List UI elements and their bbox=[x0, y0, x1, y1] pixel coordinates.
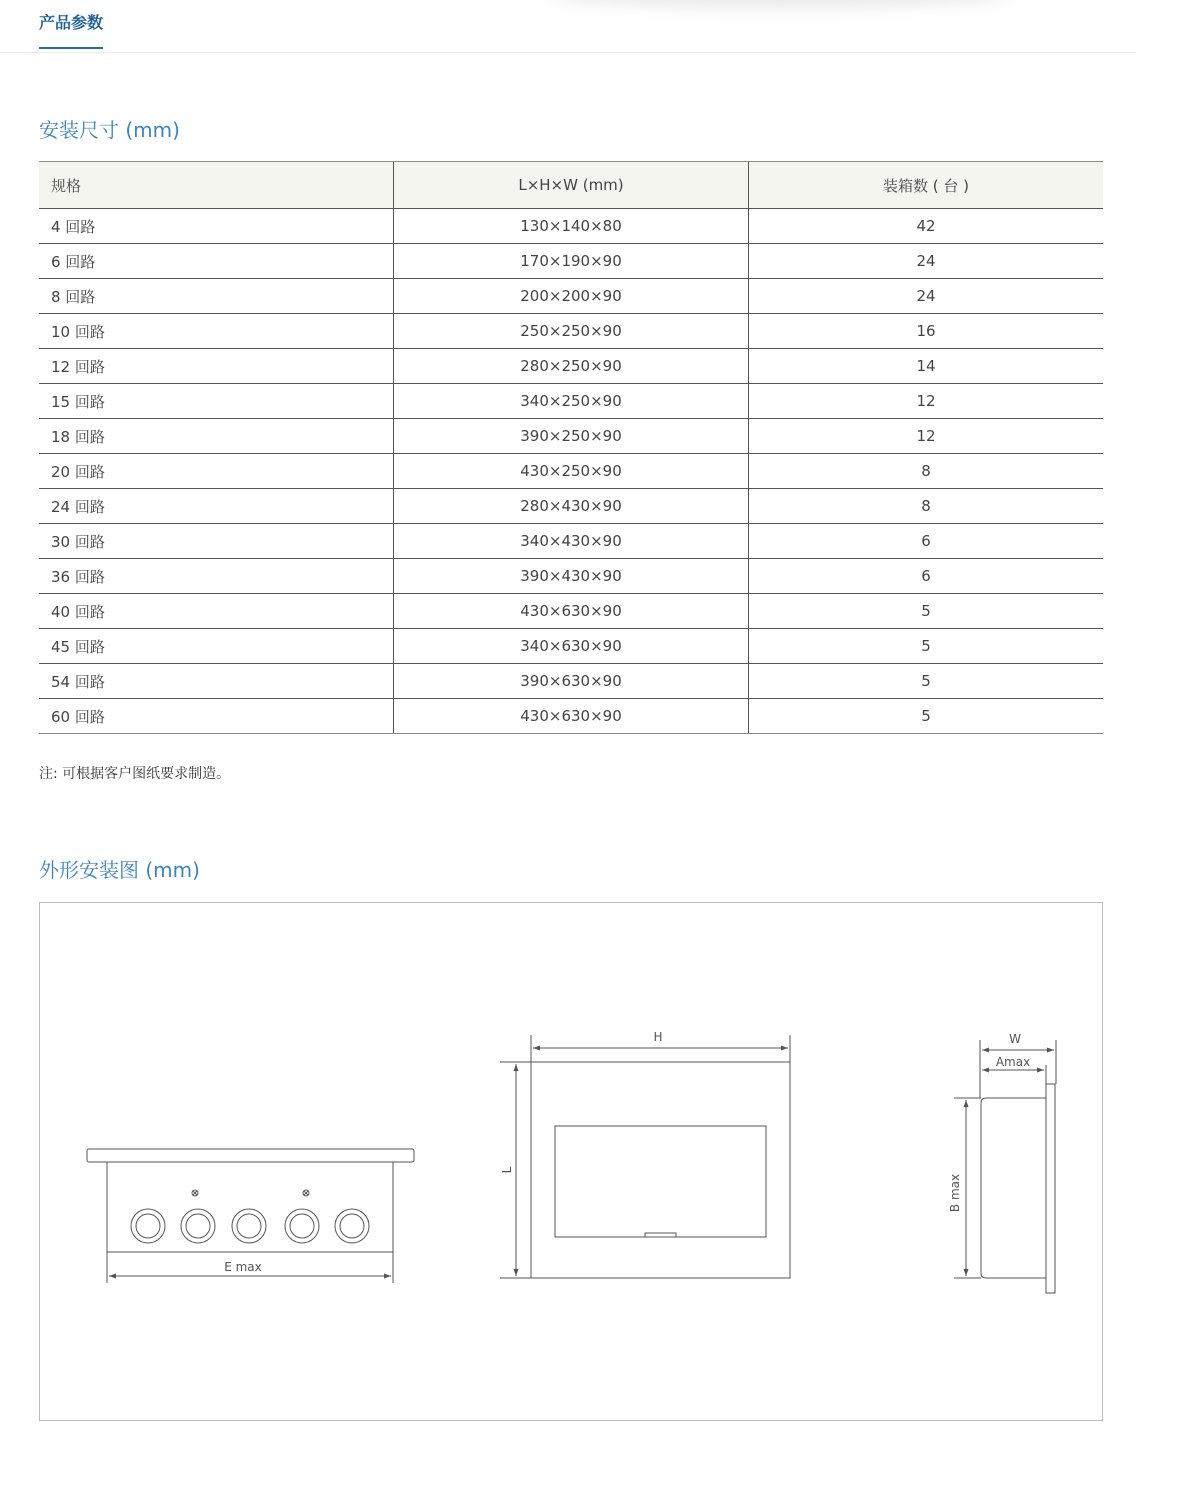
spec-table bbox=[39, 161, 1103, 734]
cell-spec: 20 回路 bbox=[39, 454, 394, 489]
tab-product-params[interactable]: 产品参数 bbox=[39, 10, 103, 49]
label-a-max: Amax bbox=[995, 1055, 1031, 1069]
cell-pack-qty: 5 bbox=[749, 699, 1104, 734]
cell-spec: 45 回路 bbox=[39, 629, 394, 664]
cell-spec: 6 回路 bbox=[39, 244, 394, 279]
table-row bbox=[39, 349, 1103, 384]
cell-pack-qty: 24 bbox=[749, 279, 1104, 314]
table-row bbox=[39, 489, 1103, 524]
table-row bbox=[39, 384, 1103, 419]
label-b-max: B max bbox=[948, 1173, 962, 1213]
cell-dimension: 340×430×90 bbox=[394, 524, 749, 559]
table-row bbox=[39, 314, 1103, 349]
cell-spec: 24 回路 bbox=[39, 489, 394, 524]
outline-drawing bbox=[40, 903, 1102, 1420]
cell-dimension: 390×430×90 bbox=[394, 559, 749, 594]
cell-dimension: 390×250×90 bbox=[394, 419, 749, 454]
table-row bbox=[39, 524, 1103, 559]
install-size-title: 安装尺寸 (mm) bbox=[39, 118, 180, 142]
label-e-max: E max bbox=[224, 1260, 262, 1274]
col-pack-qty-header: 装箱数 ( 台 ) bbox=[749, 162, 1104, 209]
cell-spec: 30 回路 bbox=[39, 524, 394, 559]
cell-spec: 54 回路 bbox=[39, 664, 394, 699]
cell-pack-qty: 24 bbox=[749, 244, 1104, 279]
cell-dimension: 280×250×90 bbox=[394, 349, 749, 384]
cell-pack-qty: 8 bbox=[749, 454, 1104, 489]
label-l: L bbox=[500, 1166, 514, 1174]
cell-spec: 40 回路 bbox=[39, 594, 394, 629]
cell-pack-qty: 16 bbox=[749, 314, 1104, 349]
table-row bbox=[39, 454, 1103, 489]
cell-spec: 4 回路 bbox=[39, 209, 394, 244]
cell-dimension: 170×190×90 bbox=[394, 244, 749, 279]
outline-drawing-title: 外形安装图 (mm) bbox=[39, 858, 200, 882]
cell-dimension: 200×200×90 bbox=[394, 279, 749, 314]
cell-pack-qty: 5 bbox=[749, 629, 1104, 664]
label-w: W bbox=[1009, 1032, 1021, 1046]
col-spec-header: 规格 bbox=[39, 162, 394, 209]
cell-spec: 10 回路 bbox=[39, 314, 394, 349]
cell-spec: 15 回路 bbox=[39, 384, 394, 419]
cell-dimension: 280×430×90 bbox=[394, 489, 749, 524]
table-row bbox=[39, 594, 1103, 629]
cell-dimension: 250×250×90 bbox=[394, 314, 749, 349]
cell-spec: 60 回路 bbox=[39, 699, 394, 734]
cell-pack-qty: 8 bbox=[749, 489, 1104, 524]
cell-pack-qty: 12 bbox=[749, 419, 1104, 454]
label-h: H bbox=[653, 1030, 663, 1044]
side-view bbox=[954, 1040, 1056, 1293]
middle-view bbox=[500, 1035, 790, 1278]
cell-dimension: 430×250×90 bbox=[394, 454, 749, 489]
table-row bbox=[39, 209, 1103, 244]
table-header-row bbox=[39, 162, 1103, 209]
cell-pack-qty: 5 bbox=[749, 664, 1104, 699]
cell-dimension: 340×630×90 bbox=[394, 629, 749, 664]
tab-bar bbox=[0, 0, 1136, 53]
cell-spec: 12 回路 bbox=[39, 349, 394, 384]
table-row bbox=[39, 419, 1103, 454]
cell-pack-qty: 14 bbox=[749, 349, 1104, 384]
cell-dimension: 390×630×90 bbox=[394, 664, 749, 699]
cell-spec: 18 回路 bbox=[39, 419, 394, 454]
cell-spec: 36 回路 bbox=[39, 559, 394, 594]
col-dimension-header: L×H×W (mm) bbox=[394, 162, 749, 209]
cell-pack-qty: 6 bbox=[749, 559, 1104, 594]
cell-dimension: 340×250×90 bbox=[394, 384, 749, 419]
table-row bbox=[39, 559, 1103, 594]
cell-dimension: 430×630×90 bbox=[394, 699, 749, 734]
table-row bbox=[39, 664, 1103, 699]
cell-dimension: 130×140×80 bbox=[394, 209, 749, 244]
cell-spec: 8 回路 bbox=[39, 279, 394, 314]
table-row bbox=[39, 244, 1103, 279]
table-row bbox=[39, 699, 1103, 734]
table-row bbox=[39, 279, 1103, 314]
outline-drawing-panel bbox=[39, 902, 1103, 1421]
cell-pack-qty: 12 bbox=[749, 384, 1104, 419]
cell-pack-qty: 6 bbox=[749, 524, 1104, 559]
cell-pack-qty: 5 bbox=[749, 594, 1104, 629]
cell-dimension: 430×630×90 bbox=[394, 594, 749, 629]
cell-pack-qty: 42 bbox=[749, 209, 1104, 244]
table-note: 注: 可根据客户图纸要求制造。 bbox=[39, 766, 231, 782]
table-row bbox=[39, 629, 1103, 664]
